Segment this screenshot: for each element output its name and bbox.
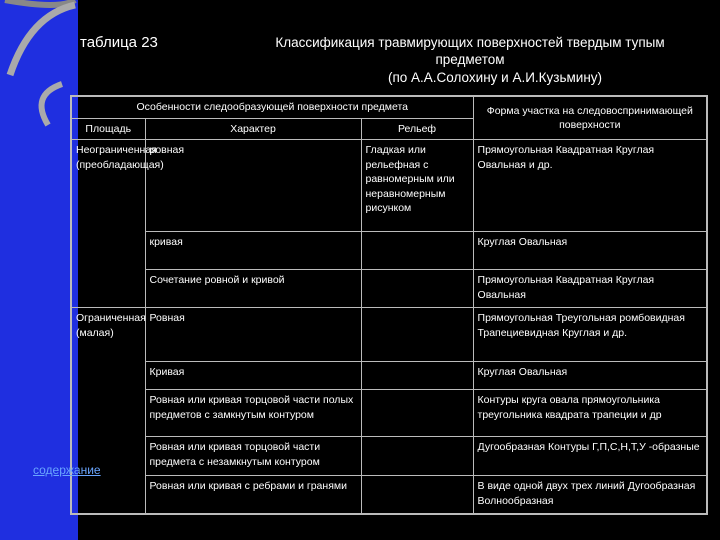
header-relief-cell: Рельеф (361, 118, 473, 140)
character-cell: Ровная или кривая с ребрами и гранями (145, 476, 361, 514)
shape-cell: Дугообразная Контуры Г,П,С,Н,Т,У -образные (473, 437, 707, 476)
header-area-cell: Площадь (71, 118, 145, 140)
character-cell: Ровная или кривая торцовой части полых предметов с замкнутым контуром (145, 390, 361, 437)
shape-cell: Прямоугольная Квадратная Круглая Овальная (473, 270, 707, 308)
shape-cell: Прямоугольная Квадратная Круглая Овальная и др. (473, 140, 707, 232)
classification-table (70, 95, 708, 515)
header-character-cell: Характер (145, 118, 361, 140)
character-cell: Кривая (145, 362, 361, 390)
left-blue-strip (0, 0, 78, 540)
relief-cell (361, 362, 473, 390)
area-limited-cell: Ограниченная (малая) (71, 308, 145, 514)
character-cell: Ровная или кривая торцовой части предмета с незамкнутым контуром (145, 437, 361, 476)
table-row (71, 437, 707, 476)
relief-cell (361, 476, 473, 514)
character-cell: Сочетание ровной и кривой (145, 270, 361, 308)
shape-cell: Круглая Овальная (473, 362, 707, 390)
character-cell: ровная (145, 140, 361, 232)
shape-cell: Контуры круга овала прямоугольника треугольника квадрата трапеции и др (473, 390, 707, 437)
table-row (71, 308, 707, 362)
relief-cell (361, 390, 473, 437)
shape-cell: В виде одной двух трех линий Дугообразная Волнообразная (473, 476, 707, 514)
header-shape-cell: Форма участка на следовоспринимающей поверхности (473, 96, 707, 140)
relief-cell (361, 308, 473, 362)
table-number-label: таблица 23 (80, 34, 158, 51)
table-row (71, 362, 707, 390)
relief-cell (361, 437, 473, 476)
table-row (71, 390, 707, 437)
page-subtitle: (по А.А.Солохину и А.И.Кузьмину) (387, 70, 603, 85)
page-title: Классификация травмирующих поверхностей твердым тупым предметом (275, 35, 665, 67)
character-cell: Ровная (145, 308, 361, 362)
shape-cell: Круглая Овальная (473, 232, 707, 270)
relief-cell (361, 270, 473, 308)
table-header-row-1 (71, 96, 707, 118)
header-group-cell: Особенности следообразующей поверхности предмета (71, 96, 473, 118)
relief-cell (361, 232, 473, 270)
relief-cell: Гладкая или рельефная с равномерным или неравномерным рисунком (361, 140, 473, 232)
shape-cell: Прямоугольная Треугольная ромбовидная Трапециевидная Круглая и др. (473, 308, 707, 362)
contents-link[interactable]: содержание (33, 463, 101, 477)
table-row (71, 140, 707, 232)
table-row (71, 232, 707, 270)
area-unlimited-cell: Неограниченная (преобладающая) (71, 140, 145, 308)
table-row (71, 270, 707, 308)
table-row (71, 476, 707, 514)
character-cell: кривая (145, 232, 361, 270)
